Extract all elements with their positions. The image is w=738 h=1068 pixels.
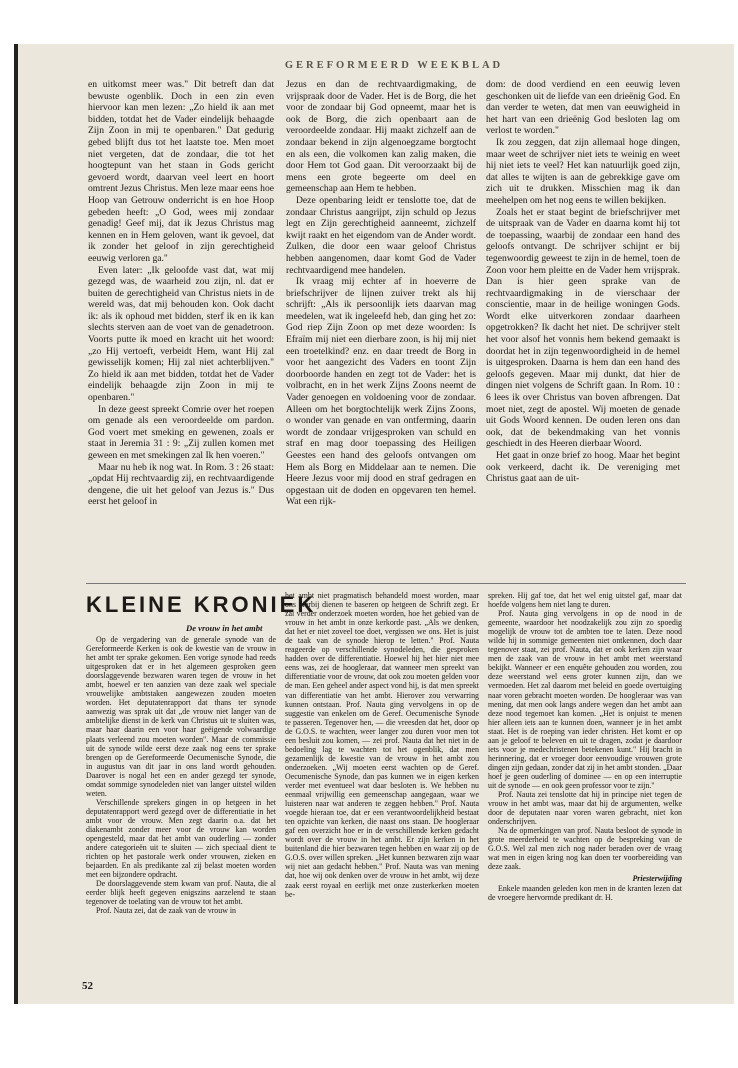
article-column-2 — [286, 79, 476, 579]
paragraph: Ik zou zeggen, dat zijn allemaal hoge dingen, maar weet de schrijver niet iets te weinig en weet hij niet iets te veel? Het kan natuurlijk goed zijn, dat alles te wijten is aan de gebrekkige gave om zich uit te drukken. Misschien mag ik dan meehelpen om het nog eens te willen bekijken. — [486, 136, 680, 206]
section-subtitle: De vrouw in het ambt — [186, 623, 263, 633]
kroniek-column-1 — [86, 635, 276, 975]
paragraph: het ambt niet pragmatisch behandeld moest worden, maar ons hierbij dienen te baseren op hetgeen de Schrift zegt. Er zal verder onderzoek moeten worden, hoe het gebied van de vrouw in het ambt in onze kerkorde past. „Als we denken, dat het er niet zoveel toe doet, vergissen we ons. Het is juist de taak van de synode hierop te letten." Prof. Nauta reageerde op verschillende synodeleden, die gesproken hadden over de differentiatie. Hoewel hij het hier niet mee eens was, zei de hoogleraar, dat wanneer men spreekt van differentiatie voor de vrouw, dat ook zou moeten gelden voor de man. Een geheel ander aspect vond hij, is dat men spreekt van differentiatie van het ambt. Hierover zou verwarring kunnen ontstaan. Prof. Nauta ging vervolgens in op de suggestie van enkelen om de Geref. Oecumenische Synode te passeren. Tegenover hen, — die vreesden dat het, door op de G.O.S. te wachten, weer langer zou duren voor men tot een besluit zou komen, — zei prof. Nauta dat het niet in de bedoeling lag te wachten tot het ogenblik, dat men gezamenlijk de kwestie van de vrouw in het ambt zou onderzoeken. „Wij moeten eerst wachten op de Geref. Oecumenische Synode, dan pas kunnen we in eigen kerken verder met eventueel wat daar besloten is. We hebben nu eenmaal vrijwillig een gemeenschap aangegaan, waar we luisteren naar wat anderen te zeggen hebben." Prof. Nauta voegde hieraan toe, dat er een verantwoordelijkheid bestaat ten opzichte van kerken, die naast ons staan. De hoogleraar gaf een overzicht hoe er in de verschillende kerken gedacht wordt over de vrouw in het ambt. Er zijn kerken in het buitenland die hier bezwaren tegen hebben en waar zij op de G.O.S. over willen spreken. „Het kunnen bezwaren zijn waar wij niet aan gedacht hebben." Prof. Nauta was van mening dat, hoe wij ook denken over de vrouw in het ambt, wij deze zaak eerst royaal en eerlijk met onze zusterkerken moeten be- — [285, 591, 479, 899]
article-column-3 — [486, 79, 680, 579]
paragraph: Jezus en dan de rechtvaardigmaking, de vrijspraak door de Vader. Het is de Borg, die het voor de zondaar bij God opneemt, maar het is ook de Borg, die zich openbaart aan de veroordeelde zondaar. Hij maakt zichzelf aan de zondaar bekend in zijn algenoegzame borgtocht en als een, die volkomen kan zalig maken, die door Hem tot God gaan. Dit veroorzaakt bij de mens een grote begeerte om deel en gemeenschap aan Hem te hebben. — [286, 79, 476, 195]
paragraph: Deze openbaring leidt er tenslotte toe, dat de zondaar Christus aangrijpt, zijn schuld op Jezus legt en Zijn gerechtigheid aanneemt, zichzelf kwijt raakt en het eigendom van de Ander wordt. Zulken, die door een waar geloof Christus hebben aangenomen, daar komt God de Vader rechtvaardigend mee handelen. — [286, 194, 476, 276]
paragraph: spreken. Hij gaf toe, dat het wel enig uitstel gaf, maar dat hoefde volgens hem niet lang te duren. — [488, 591, 682, 610]
paragraph: Op de vergadering van de generale synode van de Gereformeerde Kerken is ook de kwestie van de vrouw in het ambt ter sprake gekomen. Een vorige synode had reeds uitgesproken dat er in het algemeen gesproken geen doorslaggevende bezwaren waren tegen de vrouw in het ambt, hoewel er ten aanzien van deze zaak wel speciale vrouwelijke ambtstaken aangewezen zouden moeten worden. Het deputatenrapport dat thans ter synode aanwezig was sprak uit dat „de vrouw niet langer van de ambtelijke dienst in de kerk van Christus uit te sluiten was, maar haar daarin een voor haar geëigende volwaardige plaats verleend zou moeten worden". Maar de commissie uit de synode wilde eerst deze zaak nog eens ter sprake brengen op de Gereformeerde Oecumenische Synode, die in augustus van dit jaar in ons land wordt gehouden. Daarover is nogal het een en ander gezegd ter synode, omdat sommige synodeleden niet van langer uitstel wilden weten. — [86, 635, 276, 798]
paragraph: Prof. Nauta zei tenslotte dat hij in principe niet tegen de vrouw in het ambt was, maar dat hij de argumenten, welke door de deputaten naar voren waren gebracht, niet kon onderschrijven. — [488, 790, 682, 827]
paragraph: Het gaat in onze brief zo hoog. Maar het begint ook verkeerd, dacht ik. De vereniging met Christus gaat aan de uit- — [486, 450, 680, 485]
article-column-1 — [88, 79, 274, 579]
paragraph: dom: de dood verdiend en een eeuwig leven geschonken uit de liefde van een drieënig God. En dan verder te weten, dat men van eeuwigheid in het hart van een drieënig God besloten lag om verlost te worden." — [486, 79, 680, 137]
paragraph: Maar nu heb ik nog wat. In Rom. 3 : 26 staat: „opdat Hij rechtvaardig zij, en rechtvaardigende dengene, die uit het geloof van Jezus is." Dus eerst het geloof in — [88, 461, 274, 508]
paragraph: Zoals het er staat begint de briefschrijver met de uitspraak van de Vader en daarna komt hij tot de toepassing, waarbij de zondaar een hand des geloofs ontvangt. De schrijver schijnt er bij tegenwoordig geweest te zijn in de hemel, toen de Zoon voor hem pleitte en de Vader hem vrijsprak. Dan is hier geen sprake van de rechtvaardigmaking in de vierschaar der conscientie, maar in de heilige woningen Gods. Wordt elke uitverkoren zondaar daarheen opgetrokken? Ik dacht het niet. De schrijver stelt het voor alsof het vonnis hem bekend gemaakt is doordat het in zijn tegenwoordigheid in de hemel is uitgesproken. Daarna is hem dan een hand des geloofs gegeven. Maar mij dunkt, dat hier de dingen niet volgens de Schrift gaan. In Rom. 10 : 6 lees ik over Christus van boven afbrengen. Dat moet niet, zegt de apostel. Wij moeten de genade uit Gods Woord kennen. De ouden leren ons dan ook, dat de bekendmaking van het vonnis geschiedt in des Heeren dierbaar Woord. — [486, 206, 680, 450]
paragraph: Ik vraag mij echter af in hoeverre de briefschrijver de lijnen zuiver trekt als hij schrijft: „Als ik persoonlijk iets daarvan mag meedelen, wat ik ingeleefd heb, dan ging het zo: God riep Zijn Zoon op met deze woorden: Is Efraïm mij niet een dierbare zoon, is hij mij niet een troetelkind? enz. en daar treedt de Borg in voor het aangezicht des Vaders en toont Zijn doorboorde handen en zegt tot de Vader: het is volbracht, en in het werk Zijns Zoons neemt de Vader genoegen en voldoening voor de zondaar. Alleen om het borgtochtelijk werk Zijns Zoons, o wonder van genade en van ontferming, daarin wordt de zondaar vrijgesproken van schuld en straf en mag door toepassing des Heiligen Geestes een hand des geloofs ontvangen om Hem als Borg en Middelaar aan te nemen. Die Heere Jezus voor mij dood en straf gedragen en opgestaan uit de doden en opgevaren ten hemel. Wat een rijk- — [286, 276, 476, 508]
kroniek-column-2 — [285, 591, 479, 975]
page-number: 52 — [82, 980, 93, 992]
section-divider — [86, 583, 686, 584]
paragraph: In deze geest spreekt Comrie over het roepen om genade als een veroordeelde om pardon. God voert met smeking en gewenen, zoals er staat in Jeremia 31 : 9: „Zij zullen komen met geween en met smekingen zal Ik hen voeren." — [88, 403, 274, 461]
running-header: GEREFORMEERD WEEKBLAD — [284, 60, 504, 71]
section-title: KLEINE KRONIEK — [86, 592, 317, 617]
paragraph: De doorslaggevende stem kwam van prof. Nauta, die al eerder blijk heeft gegeven enigszins aarzelend te staan tegenover de toelating van de vrouw tot het ambt. — [86, 879, 276, 907]
paragraph: Enkele maanden geleden kon men in de kranten lezen dat de vroegere hervormde predikant dr. H. — [488, 883, 682, 902]
paragraph: Na de opmerkingen van prof. Nauta besloot de synode in grote meerderheid te wachten op de bespreking van de G.O.S. Wel zal men zich nog nader beraden over de vraag wat men in eigen kring nog kan doen ter voorbereiding van deze zaak. — [488, 826, 682, 872]
kroniek-column-3 — [488, 591, 682, 975]
paragraph: Even later: „Ik geloofde vast dat, wat mij gezegd was, de waarheid zou zijn, nl. dat er buiten de gerechtigheid van Christus niets in de wereld was, dat mij behouden kon. Ook dacht ik: als ik ophoud met bidden, sterf ik en ik kan slechts sterven aan de voet van de genadetroon. Voorts putte ik moed en kracht uit het woord: „zo Hij vertoeft, verbeidt Hem, want Hij zal gewisselijk komen; Hij zal niet achterblijven." Zo hield ik aan met bidden, totdat het de Vader eindelijk behaagde zijn Zoon in mij te openbaren." — [88, 264, 274, 404]
subheading: Priesterwijding — [632, 874, 682, 884]
paragraph: Verschillende sprekers gingen in op hetgeen in het deputatenrapport werd gezegd over de differentiatie in het ambt voor de vrouw. Men zegt daarin o.a. dat het diakenambt zonder meer voor de vrouw kan worden opengesteld, maar dat het ambt van ouderling — zonder andere categorieën uit te sluiten — zich speciaal dient te richten op het pastorale werk onder vrouwen, zieken en bejaarden. En als predikante zal zij belast moeten worden met een bijzondere opdracht. — [86, 797, 276, 880]
paragraph: Prof. Nauta zei, dat de zaak van de vrouw in — [96, 906, 237, 916]
paragraph: en uitkomst meer was." Dit betreft dan dat bewuste ogenblik. Doch in een zin even hiervoor kan men lezen: „Zo hield ik aan met bidden, totdat het de Vader eindelijk behaagde Zijn Zoon in mij te openbaren." Dat gedurig gebed blijft dus tot het laatste toe. Men moet niet vergeten, dat de zondaar, die tot het hoogtepunt van het staan in Gods gericht gevoerd wordt, daarvan veel leert en hoort omtrent Jezus Christus. Men leze maar eens hoe Hoop van Getrouw onderricht is en hoe Hoop gebeden heeft: „O God, wees mij zondaar genadig! Geef mij, dat ik Jezus Christus mag kennen en in Hem geloven, want ik gevoel, dat ik zonder het geloof in zijn gerechtigheid eeuwig verloren ga." — [88, 79, 274, 264]
paragraph: Prof. Nauta ging vervolgens in op de nood in de gemeente, waardoor het noodzakelijk zou zijn zo spoedig mogelijk de vrouw tot de ambten toe te laten. Deze nood wilde hij in sommige gemeenten niet ontkennen, doch daar tegenover staat, zei prof. Nauta, dat er ook kerken zijn waar men de zaak van de vrouw in het ambt met weerstand bekijkt. Wanneer er een enquête gehouden zou worden, zou deze weerstand wel eens groter kunnen zijn, dan we vermoeden. Het zal daarom met beleid en goede overtuiging naar voren gebracht moeten worden. De hoogleraar was van mening, dat men ook langs andere wegen dan het ambt aan deze nood tegemoet kan komen. „Het is onjuist te menen hier alleen iets aan te kunnen doen, wanneer je in het ambt staat. Het is de roeping van ieder christen. Het komt er op aan je geloof te beleven en uit te dragen, zodat je daardoor iets voor je medechristenen betekenen kunt." Hij bracht in herinnering, dat er vroeger door eenvoudige vrouwen grote dingen zijn gedaan, zonder dat zij in het ambt stonden. „Daar hoef je geen ouderling of dominee — en op een interruptie uit de synode — en ook geen professor voor te zijn." — [488, 609, 682, 790]
